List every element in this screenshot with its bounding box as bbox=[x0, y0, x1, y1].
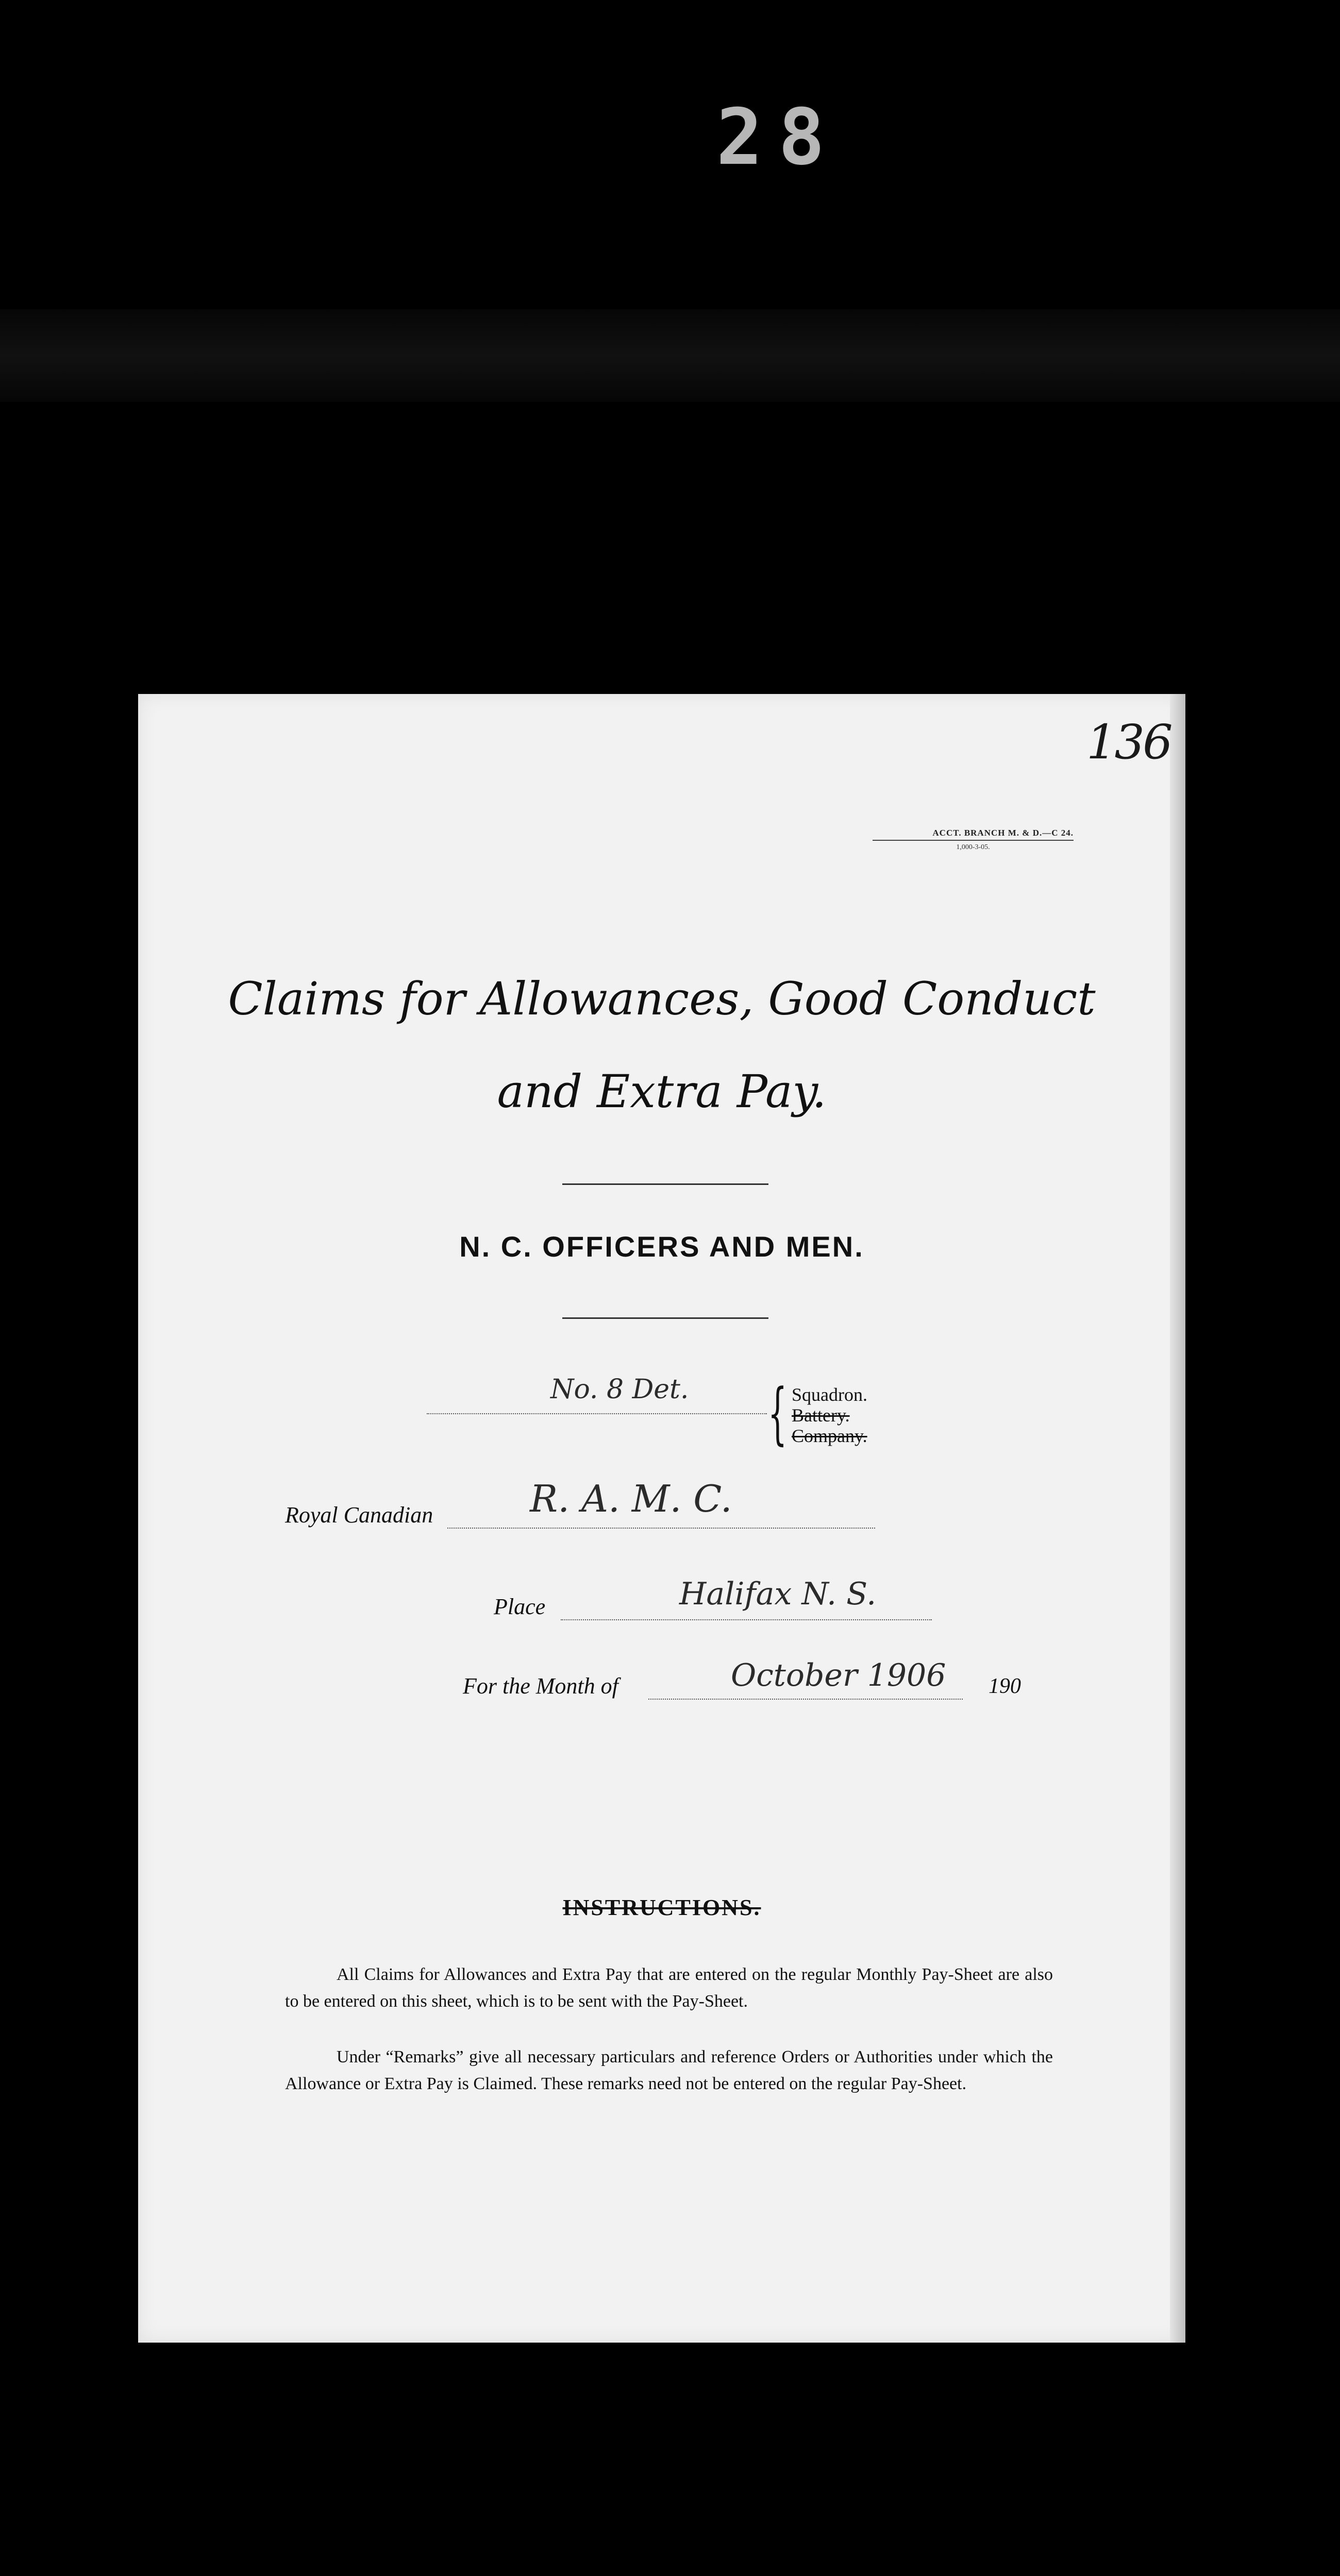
place-line bbox=[561, 1619, 932, 1620]
folio-number: 136 bbox=[1086, 715, 1171, 770]
instructions-paragraph-2: Under “Remarks” give all necessary particulars and reference Orders or Authorities under which the Allowance or Extra Pay is Claimed. These remarks need not be entered on the regular Pay-Sheet. bbox=[285, 2047, 1053, 2093]
page-edge bbox=[1170, 694, 1185, 2343]
film-band bbox=[0, 309, 1340, 402]
title-line-1: Claims for Allowances, Good Conduct bbox=[228, 972, 1096, 1025]
instructions-title: INSTRUCTIONS. bbox=[562, 1895, 761, 1920]
unit-option-battery: Battery. bbox=[792, 1405, 850, 1426]
place-label: Place bbox=[494, 1594, 546, 1619]
year-prefix: 190 bbox=[989, 1674, 1021, 1698]
month-value: October 1906 bbox=[731, 1657, 946, 1693]
place-value: Halifax N. S. bbox=[679, 1576, 877, 1612]
royal-canadian-label: Royal Canadian bbox=[285, 1502, 433, 1528]
title-line-2: and Extra Pay. bbox=[497, 1065, 827, 1118]
form-print-run: 1,000-3-05. bbox=[956, 843, 990, 851]
heading-rule bbox=[562, 1317, 768, 1319]
form-code: ACCT. BRANCH M. & D.—C 24. bbox=[873, 828, 1074, 841]
document-page bbox=[138, 694, 1185, 2343]
unit-options bbox=[777, 1384, 867, 1446]
form-heading: N. C. OFFICERS AND MEN. bbox=[459, 1230, 864, 1263]
royal-canadian-value: R. A. M. C. bbox=[530, 1477, 732, 1520]
month-label: For the Month of bbox=[463, 1673, 618, 1699]
brace-icon: { bbox=[768, 1374, 788, 1452]
unit-field-line bbox=[427, 1413, 767, 1414]
unit-option-squadron: Squadron. bbox=[792, 1384, 867, 1405]
instructions-paragraph-1: All Claims for Allowances and Extra Pay that are entered on the regular Monthly Pay-Sheet are also to be entered on this sheet, which is to be sent with the Pay-Sheet. bbox=[285, 1965, 1053, 2011]
frame-number: 28 bbox=[716, 93, 841, 182]
month-line bbox=[648, 1699, 963, 1700]
title-rule bbox=[562, 1183, 768, 1185]
royal-canadian-line bbox=[447, 1528, 875, 1529]
unit-value: No. 8 Det. bbox=[550, 1374, 689, 1405]
unit-option-company: Company. bbox=[792, 1426, 867, 1446]
